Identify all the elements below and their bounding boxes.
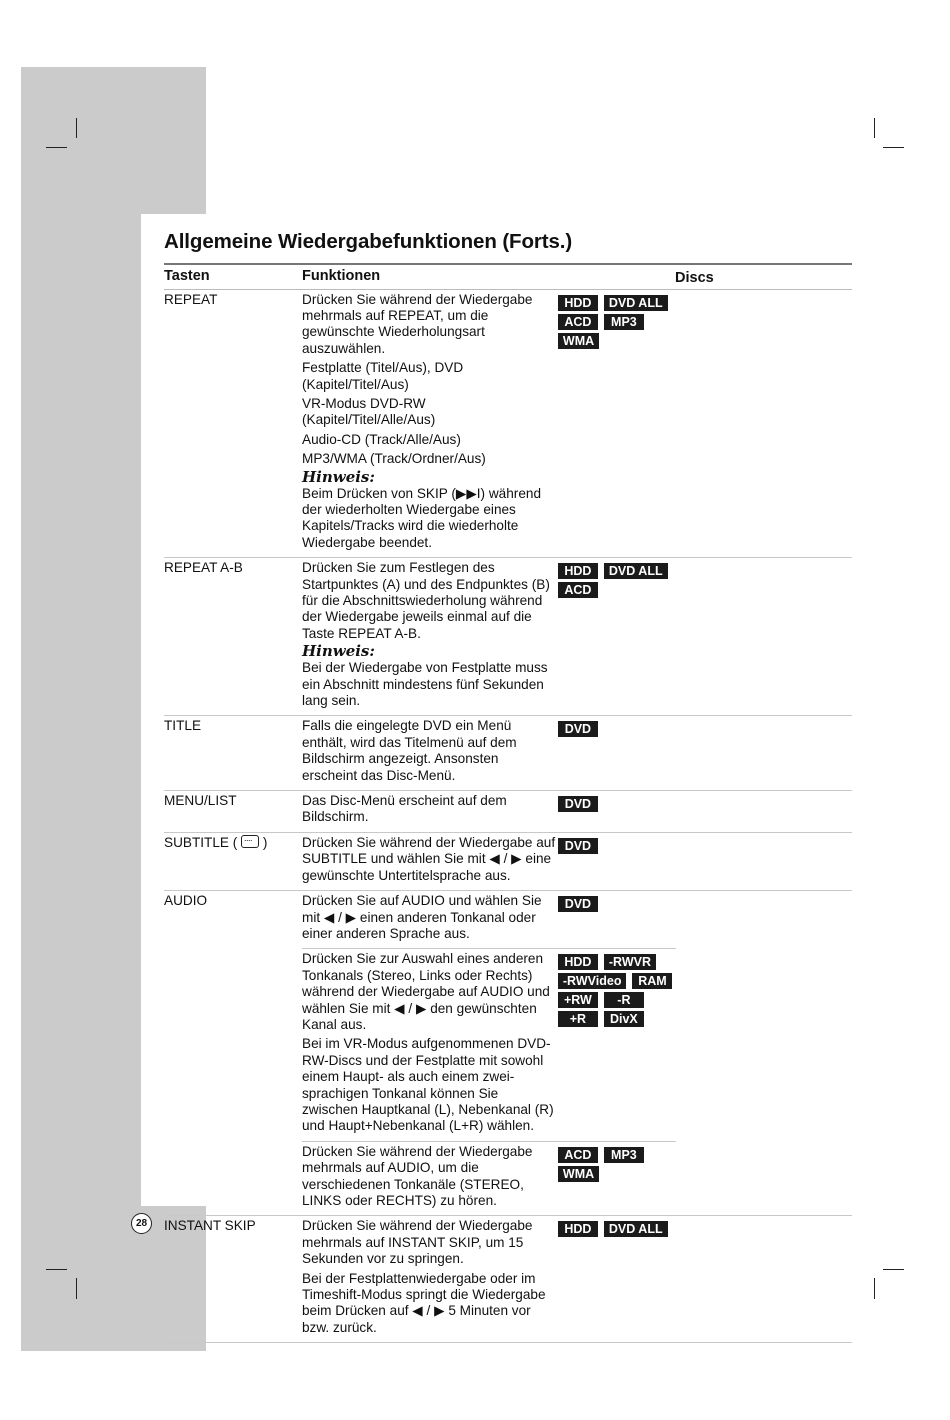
note-text: Beim Drücken von SKIP (▶▶I) während der wiederholten Wiedergabe eines Kapitels/Tracks wird die wiederholte Wiedergabe beendet.: [302, 485, 542, 550]
disc-badges: [558, 563, 676, 598]
description-line: MP3/WMA (Track/Ordner/Aus): [302, 451, 486, 467]
function-description: [302, 1216, 556, 1342]
margin-band-left: [21, 214, 141, 1206]
disc-badge: +RW: [558, 992, 598, 1008]
disc-badge: DivX: [604, 1011, 644, 1027]
disc-badge: DVD ALL: [604, 563, 668, 579]
row-key: [164, 793, 237, 809]
disc-compatibility: [556, 891, 676, 948]
disc-compatibility: [556, 716, 676, 790]
crop-mark: [46, 1269, 67, 1270]
description-line: Drücken Sie zur Auswahl eines anderen Tonkanals (Stereo, Links oder Rechts) während der Wiedergabe auf AUDIO und wählen Sie mit ◀ / ▶ den gewünschten Kanal aus.: [302, 951, 550, 1032]
header-functions: Funktionen: [302, 267, 381, 284]
header-keys: Tasten: [164, 267, 210, 284]
disc-badge: ACD: [558, 314, 598, 330]
function-description: [302, 891, 556, 948]
table-row: [164, 290, 852, 559]
page-title: Allgemeine Wiedergabefunktionen (Forts.): [164, 230, 573, 253]
disc-badge: HDD: [558, 954, 598, 970]
row-key: [164, 835, 267, 851]
disc-badge: -RWVideo: [558, 973, 627, 989]
disc-badge: RAM: [632, 973, 672, 989]
row-content: [302, 833, 676, 890]
margin-band-top: [21, 67, 206, 214]
row-key-label: TITLE: [164, 718, 202, 734]
disc-badge: DVD: [558, 896, 598, 912]
table-row: [164, 558, 852, 716]
crop-mark: [883, 1269, 904, 1270]
function-entry: [302, 791, 676, 832]
description-line: Bei im VR-Modus aufgenommenen DVD-RW-Discs und der Festplatte mit sowohl einem Haupt- als auch einem zwei-sprachigen Tonkanal können Sie zwischen Hauptkanal (L), Nebenkanal (R) und Haupt+Nebenkanal (L+R) wählen.: [302, 1036, 554, 1134]
disc-badges: [558, 295, 676, 349]
description-line: Drücken Sie auf AUDIO und wählen Sie mit ◀ / ▶ einen anderen Tonkanal oder einer anderen Sprache aus.: [302, 893, 542, 941]
disc-compatibility: [556, 791, 676, 832]
note-heading: Hinweis:: [302, 467, 375, 486]
function-entry: [302, 290, 676, 558]
note-text: Bei der Wiedergabe von Festplatte muss ein Abschnitt mindestens fünf Sekunden lang sein.: [302, 660, 548, 709]
crop-mark: [46, 147, 67, 148]
disc-compatibility: [556, 1216, 676, 1342]
row-key: [164, 560, 243, 576]
description-line: Falls die eingelegte DVD ein Menü enthält, wird das Titelmenü auf dem Bildschirm angezeigt. Ansonsten erscheint das Disc-Menü.: [302, 718, 517, 783]
function-description: [302, 833, 556, 890]
function-description: [302, 558, 556, 715]
disc-badge: HDD: [558, 563, 598, 579]
row-content: [302, 791, 676, 832]
table-row: [164, 716, 852, 791]
disc-badge: WMA: [558, 1166, 599, 1182]
function-description: [302, 1142, 556, 1216]
description-line: Drücken Sie während der Wiedergabe auf SUBTITLE und wählen Sie mit ◀ / ▶ eine gewünschte Untertitelsprache aus.: [302, 834, 556, 883]
function-description: [302, 949, 556, 1140]
description-line: VR-Modus DVD-RW (Kapitel/Titel/Alle/Aus): [302, 395, 436, 428]
function-description: [302, 716, 556, 790]
disc-compatibility: [556, 290, 676, 558]
description-line: Audio-CD (Track/Alle/Aus): [302, 431, 461, 447]
row-key: [164, 292, 217, 308]
table-row: [164, 791, 852, 833]
row-key: [164, 718, 201, 734]
disc-badges: [558, 954, 676, 1027]
row-key-label: REPEAT: [164, 291, 218, 307]
functions-table: [164, 263, 852, 1343]
disc-badges: [558, 721, 676, 737]
row-key-suffix: ): [262, 834, 268, 850]
row-key-label: INSTANT SKIP: [164, 1218, 256, 1234]
function-entry: [302, 1141, 676, 1216]
row-content: [302, 1216, 676, 1342]
row-key: [164, 1218, 256, 1234]
disc-badges: [558, 796, 676, 812]
disc-badge: -RWVR: [604, 954, 656, 970]
table-row: [164, 1216, 852, 1343]
disc-badge: MP3: [604, 1147, 644, 1163]
disc-compatibility: [556, 1142, 676, 1216]
function-description: [302, 290, 556, 558]
row-content: [302, 716, 676, 790]
disc-badges: [558, 838, 676, 854]
disc-badges: [558, 896, 676, 912]
disc-compatibility: [556, 949, 676, 1140]
disc-badge: MP3: [604, 314, 644, 330]
crop-mark: [874, 118, 875, 138]
note-heading: Hinweis:: [302, 642, 375, 661]
row-key-label: SUBTITLE (: [164, 834, 238, 850]
disc-badge: DVD ALL: [604, 1221, 668, 1237]
description-line: Das Disc-Menü erscheint auf dem Bildschirm.: [302, 793, 507, 825]
disc-badge: ACD: [558, 582, 598, 598]
disc-badge: DVD: [558, 721, 598, 737]
disc-badge: DVD: [558, 796, 598, 812]
disc-badges: [558, 1147, 676, 1182]
description-line: Drücken Sie während der Wiedergabe mehrmals auf REPEAT, um die gewünschte Wiederholungsart auszuwählen.: [302, 291, 533, 356]
crop-mark: [874, 1278, 875, 1299]
row-key-label: MENU/LIST: [164, 793, 237, 809]
description-line: Drücken Sie zum Festlegen des Startpunktes (A) und des Endpunktes (B) für die Abschnittswiederholung während der Wiedergabe jeweils einmal auf die Taste REPEAT A-B.: [302, 560, 550, 641]
subtitle-icon: [241, 835, 259, 848]
function-entry: [302, 558, 676, 715]
row-key-label: AUDIO: [164, 893, 208, 909]
function-entry: [302, 1216, 676, 1342]
disc-badge: WMA: [558, 333, 599, 349]
table-body: [164, 290, 852, 1344]
disc-badge: HDD: [558, 295, 598, 311]
page-number: 28: [131, 1213, 152, 1234]
function-entry: [302, 948, 676, 1140]
disc-badge: ACD: [558, 1147, 598, 1163]
crop-mark: [883, 147, 904, 148]
disc-badge: +R: [558, 1011, 598, 1027]
row-content: [302, 290, 676, 558]
disc-badge: DVD: [558, 838, 598, 854]
function-entry: [302, 891, 676, 948]
disc-badge: -R: [604, 992, 644, 1008]
table-row: [164, 833, 852, 891]
table-header: [164, 265, 852, 290]
description-line: Drücken Sie während der Wiedergabe mehrmals auf AUDIO, um die verschiedenen Tonkanäle (STEREO, LINKS oder RECHTS) zu hören.: [302, 1143, 533, 1208]
disc-badge: HDD: [558, 1221, 598, 1237]
disc-compatibility: [556, 558, 676, 715]
disc-badges: [558, 1221, 676, 1237]
row-content: [302, 891, 676, 1215]
function-entry: [302, 833, 676, 890]
description-line: Bei der Festplattenwiedergabe oder im Timeshift-Modus springt die Wiedergabe beim Drücken auf ◀ / ▶ 5 Minuten vor bzw. zurück.: [302, 1270, 546, 1335]
crop-mark: [76, 118, 77, 138]
table-row: [164, 891, 852, 1216]
row-key: [164, 893, 207, 909]
description-line: Drücken Sie während der Wiedergabe mehrmals auf INSTANT SKIP, um 15 Sekunden vor zu springen.: [302, 1218, 533, 1267]
crop-mark: [76, 1278, 77, 1299]
disc-compatibility: [556, 833, 676, 890]
header-discs: Discs: [675, 269, 714, 286]
row-content: [302, 558, 676, 715]
disc-badge: DVD ALL: [604, 295, 668, 311]
function-entry: [302, 716, 676, 790]
description-line: Festplatte (Titel/Aus), DVD (Kapitel/Titel/Aus): [302, 360, 464, 392]
row-key-label: REPEAT A-B: [164, 560, 243, 576]
function-description: [302, 791, 556, 832]
